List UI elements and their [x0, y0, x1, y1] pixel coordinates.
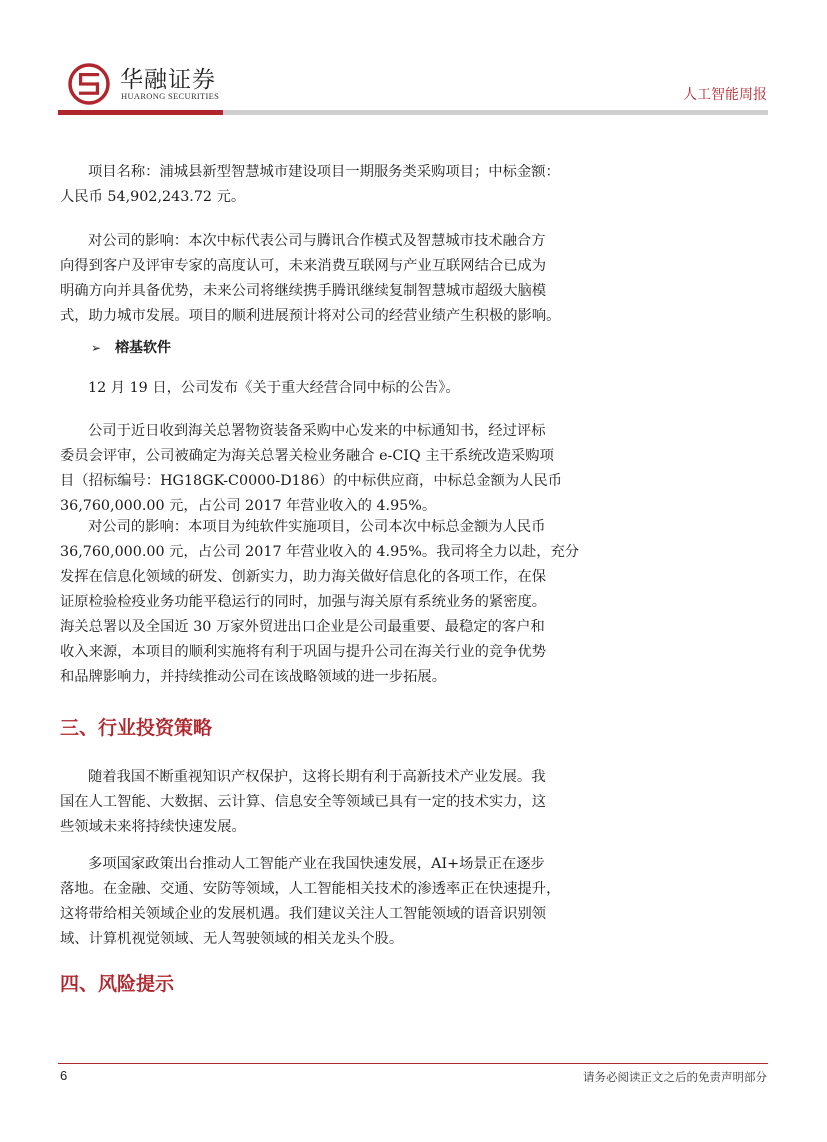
- paragraph-project-name: 项目名称：浦城县新型智慧城市建设项目一期服务类采购项目；中标金额： 人民币 54,902,243.72 元。: [60, 164, 560, 205]
- brand-name: 华融证券: [120, 67, 216, 93]
- page-number: 6: [60, 1068, 68, 1083]
- footer-divider: [58, 1063, 768, 1064]
- section-title-strategy: 三、行业投资策略: [60, 717, 213, 739]
- huarong-logo-icon: [68, 63, 110, 105]
- arrow-bullet-icon: ➢: [91, 341, 102, 355]
- paragraph-impact-2: 对公司的影响：本项目为纯软件实施项目，公司本次中标总金额为人民币 36,760,000.00 元，占公司 2017 年营业收入的 4.95%。我司将全力以赴，充分 发挥在信息化领域的研发、创新实力，助力海关做好信息化的各项工作，在保 证原检验检疫业务功能平稳运行的同时，加强与海关原有系统业务的紧密度。 海关总署以及全国近 30 万家外贸进出口企业是公司最重要、最稳定的客户和 收入来源，本项目的顺利实施将有利于巩固与提升公司在海关行业的竞争优势 和品牌影响力，并持续推动公司在该战略领域的进一步拓展。: [60, 519, 580, 685]
- paragraph-impact-1: 对公司的影响：本次中标代表公司与腾讯合作模式及智慧城市技术融合方 向得到客户及评审专家的高度认可，未来消费互联网与产业互联网结合已成为 明确方向并具备优势，未来公司将继续携手腾讯继续复制智慧城市超级大脑模 式，助力城市发展。项目的顺利进展预计将对公司的经营业绩产生积极的影响。: [60, 233, 561, 324]
- section-title-risk: 四、风险提示: [60, 973, 175, 995]
- brand-name-en: HUARONG SECURITIES: [121, 91, 220, 101]
- company-bullet: [91, 337, 171, 357]
- report-type-label: 人工智能周报: [683, 87, 767, 103]
- header-divider-accent: [58, 110, 223, 115]
- company-name: 榕基软件: [115, 340, 172, 356]
- footer-disclaimer: 请务必阅读正文之后的免责声明部分: [583, 1070, 767, 1084]
- paragraph-strategy-2: 多项国家政策出台推动人工智能产业在我国快速发展，AI+场景正在逐步 落地。在金融、交通、安防等领域，人工智能相关技术的渗透率正在快速提升， 这将带给相关领域企业的发展机遇。我们建议关注人工智能领域的语音识别领 域、计算机视觉领域、无人驾驶领域的相关龙头个股。: [60, 856, 561, 947]
- paragraph-strategy-1: 随着我国不断重视知识产权保护，这将长期有利于高新技术产业发展。我 国在人工智能、大数据、云计算、信息安全等领域已具有一定的技术实力，这 些领域未来将持续快速发展。: [60, 769, 547, 835]
- paragraph-bid-notice: 公司于近日收到海关总署物资装备采购中心发来的中标通知书，经过评标 委员会评审，公司被确定为海关总署关检业务融合 e-CIQ 主干系统改造采购项 目（招标编号：HG18GK-C0000-D186）的中标供应商，中标总金额为人民币 36,760,000.00 元，占公司 2017 年营业收入的 4.95%。: [60, 423, 563, 514]
- paragraph-announcement: 12 月 19 日，公司发布《关于重大经营合同中标的公告》。: [88, 380, 460, 396]
- header-divider: [223, 110, 768, 115]
